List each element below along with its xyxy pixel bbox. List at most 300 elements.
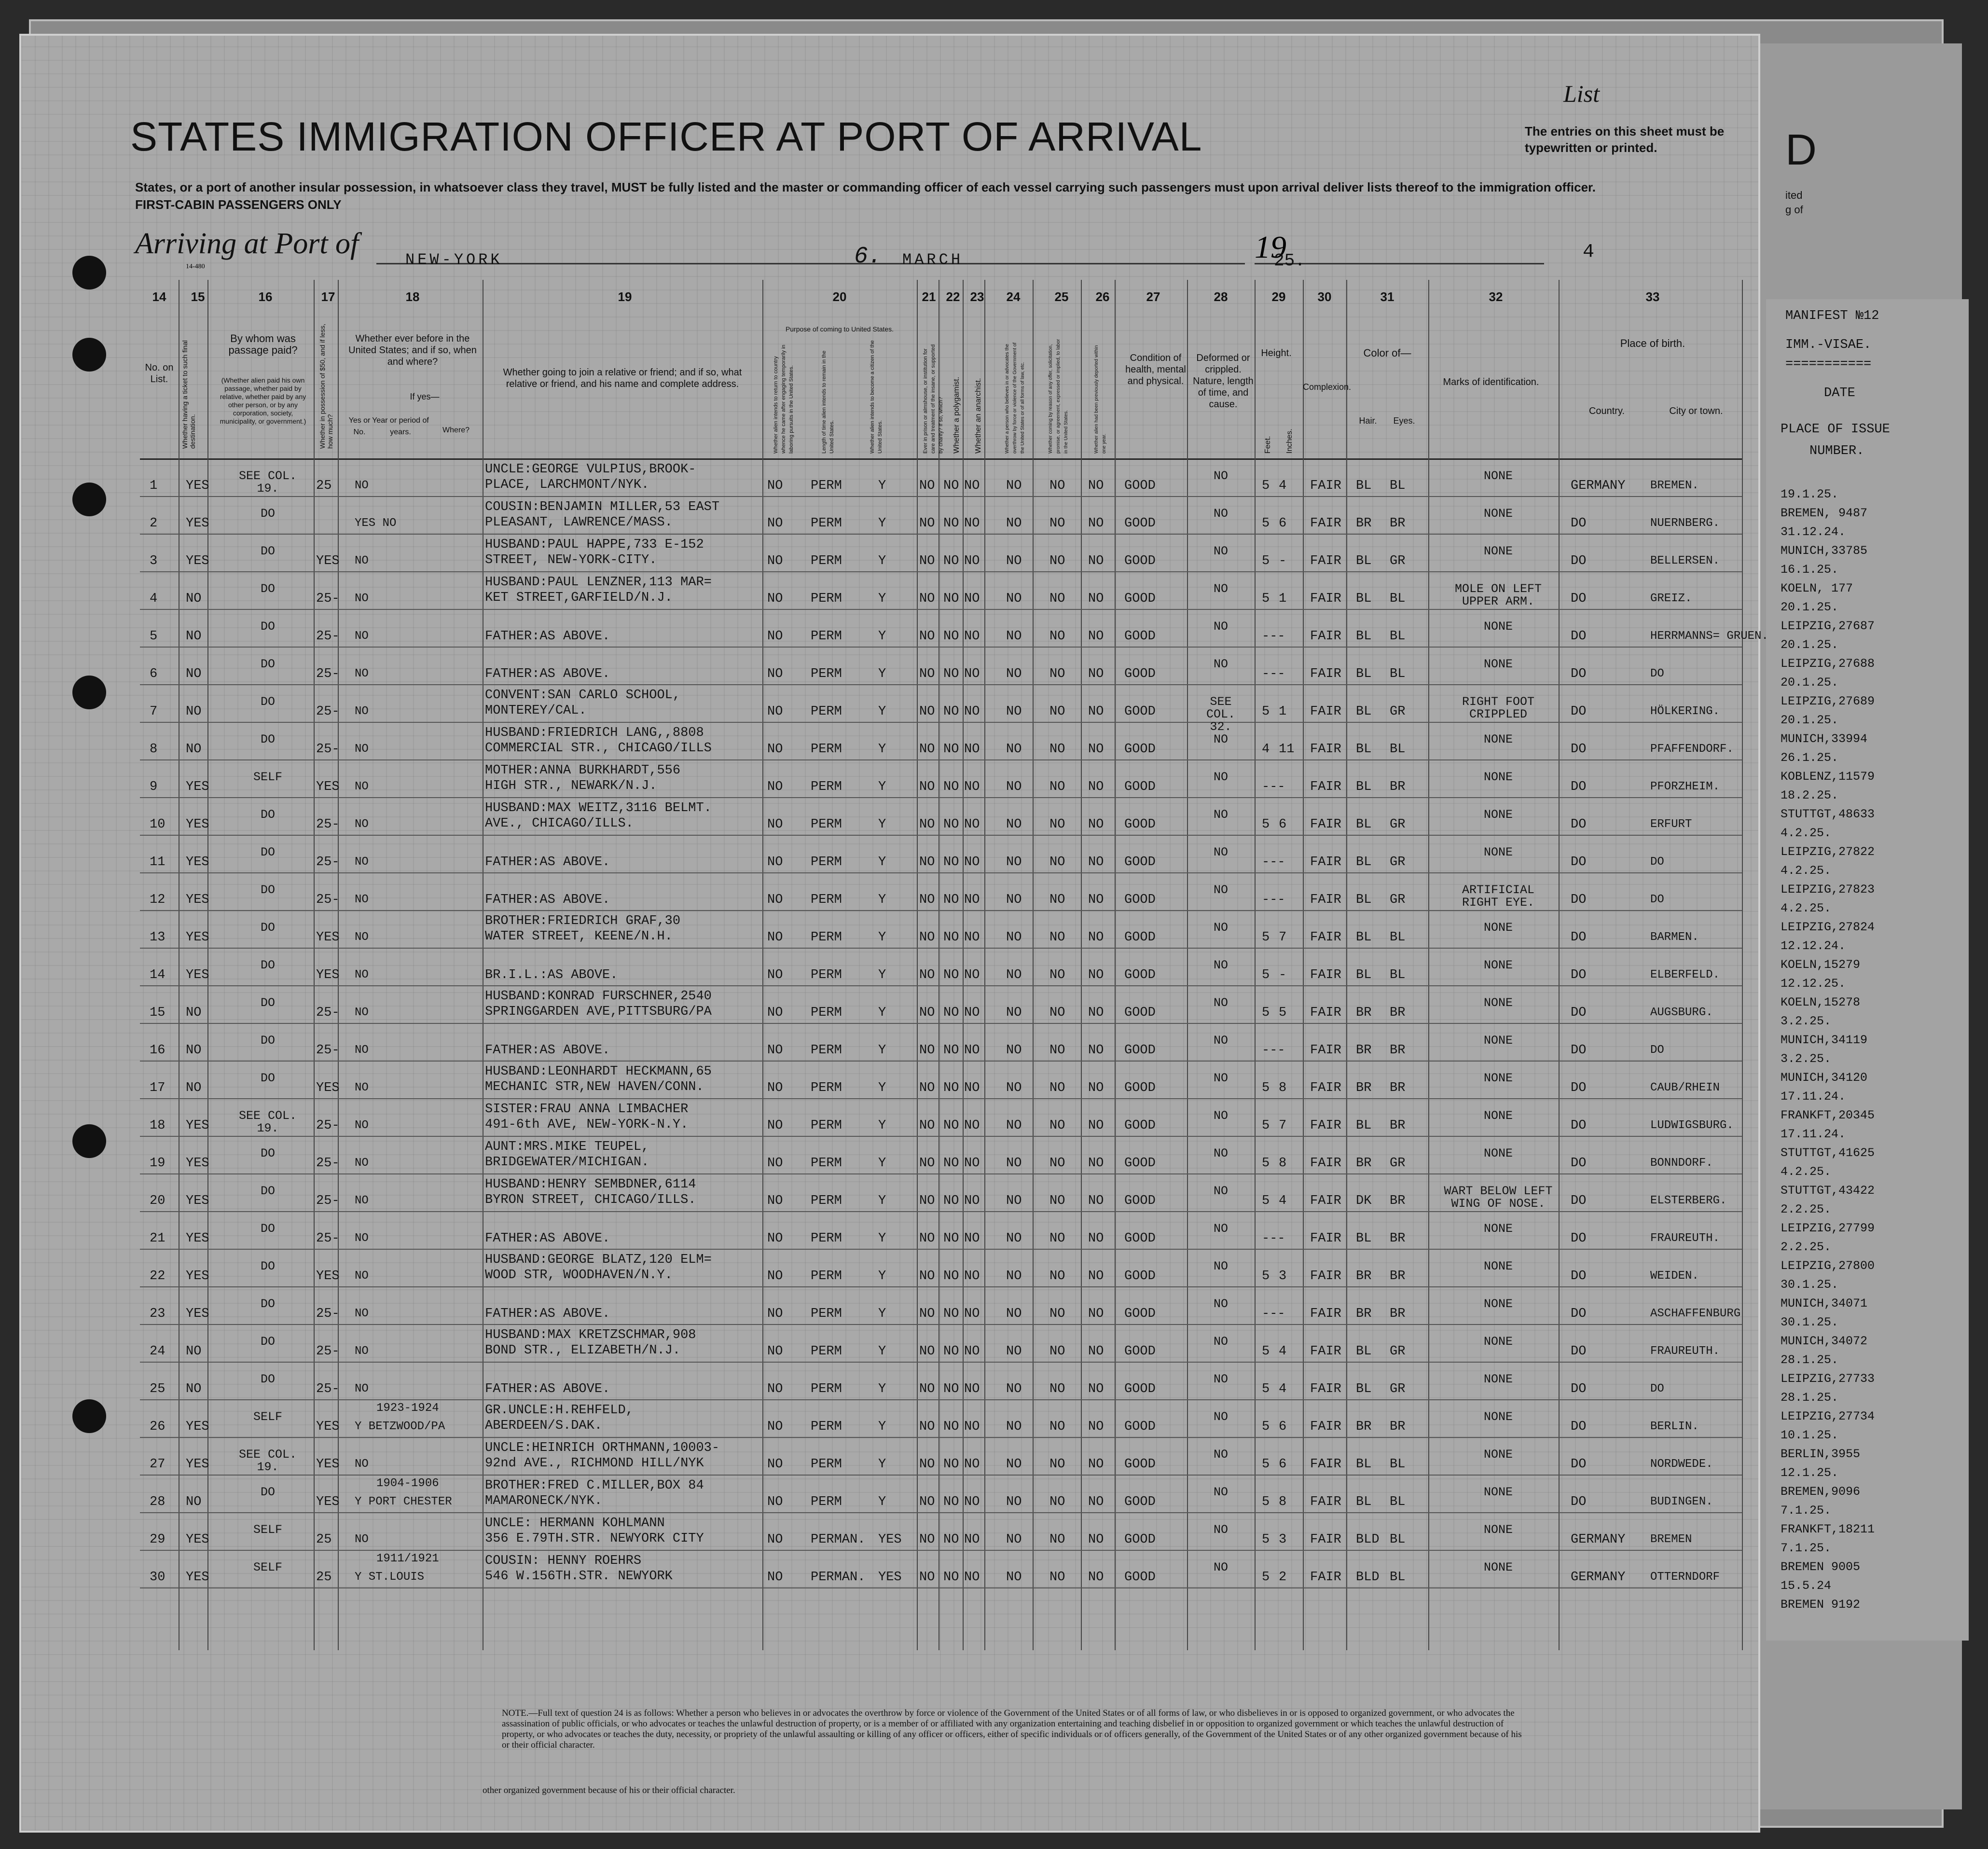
cell-money: 25- [316,1118,340,1133]
visa-entry: KOBLENZ,11579 [1781,770,1875,784]
cell-ret: NO [767,1006,783,1020]
cell-q22: NO [943,1081,959,1095]
cell-ticket: YES [186,554,209,568]
cell-len: PERM [811,516,842,531]
cell-q21: NO [919,1043,935,1058]
cell-ticket: NO [186,1495,202,1509]
cell-money: YES [316,1457,340,1472]
visa-entry: 2.2.25. [1781,1202,1832,1216]
cell-before: NO [355,554,369,567]
cell-eyes: BR [1390,780,1406,794]
cell-city: WEIDEN. [1650,1269,1699,1283]
cell-len: PERM [811,1269,842,1283]
header-possession: Whether in possession of $50, and if less, how much? [318,323,334,449]
visa-entry: 4.2.25. [1781,826,1832,840]
list-label: List [1563,80,1600,107]
cell-ret: NO [767,1382,783,1396]
cell-deformed: NO [1213,996,1228,1010]
cell-comp: FAIR [1310,629,1341,644]
cell-q21: NO [919,1382,935,1396]
visa-entry: LEIPZIG,27689 [1781,694,1875,708]
cell-marks: NONE [1483,1109,1513,1123]
cell-comp: FAIR [1310,1570,1341,1585]
header-purpose-b: Length of time alien intends to remain in the United States. [821,350,835,454]
cell-q23: NO [964,592,980,606]
visa-entry: LEIPZIG,27688 [1781,657,1875,671]
visa-entry: 15.5.24 [1781,1579,1832,1593]
column-number: 29 [1271,290,1286,304]
cell-len: PERM [811,742,842,757]
cell-hair: BR [1356,1043,1372,1058]
cell-q24: NO [1006,479,1022,493]
cell-deformed: NO [1213,1485,1228,1499]
cell-q22: NO [943,1043,959,1058]
cell-q23: NO [964,629,980,644]
cell-years: 1911/1921 [376,1552,439,1565]
cell-paid: DO [260,544,275,558]
cell-q26: NO [1088,629,1104,644]
visa-entry: 3.2.25. [1781,1052,1832,1066]
cell-ft: 5 [1262,554,1270,568]
cell-in: 7 [1279,930,1287,945]
cell-city: LUDWIGSBURG. [1650,1119,1734,1132]
cell-q22: NO [943,1307,959,1321]
visa-entry: KOELN,15279 [1781,958,1861,972]
cell-len: PERMAN. [811,1570,866,1585]
cell-len: PERM [811,1344,842,1359]
cell-q22: NO [943,817,959,832]
cell-q22: NO [943,1570,959,1585]
cell-in: 4 [1279,1382,1287,1396]
strip-head-number: NUMBER. [1809,444,1864,458]
cell-in: 5 [1279,1006,1287,1020]
binder-hole [72,338,106,372]
cell-deformed: NO [1213,1222,1228,1236]
cell-comp: FAIR [1310,1231,1341,1246]
cell-ret: NO [767,592,783,606]
cell-before: NO [355,1458,369,1471]
cell-health: GOOD [1124,1231,1156,1246]
cell-in: - [1279,554,1287,568]
cell-ret: NO [767,742,783,757]
cell-money: 25- [316,1231,340,1246]
cell-ft: 5 [1262,1081,1270,1095]
cell-ft: 5 [1262,1532,1270,1547]
cell-ret: NO [767,1081,783,1095]
cell-ticket: YES [186,968,209,982]
cell-ticket: YES [186,1194,209,1208]
cell-q26: NO [1088,930,1104,945]
cell-paid: DO [260,1146,275,1160]
cell-cit: Y [878,1156,886,1171]
cell-country: DO [1571,1006,1587,1020]
visa-entry: 20.1.25. [1781,676,1839,690]
cell-no: 9 [150,780,158,794]
cell-money: 25- [316,667,340,681]
cell-marks: RIGHT FOOT CRIPPLED [1462,695,1535,721]
cell-money: 25- [316,629,340,644]
first-cabin-label: FIRST-CABIN PASSENGERS ONLY [135,197,342,212]
cell-eyes: BR [1390,1194,1406,1208]
column-number: 24 [1006,290,1021,304]
cell-ft: 5 [1262,1344,1270,1359]
cell-q22: NO [943,1156,959,1171]
cell-ticket: YES [186,855,209,869]
cell-city: HERRMANNS= GRUEN. [1650,630,1768,643]
cell-q21: NO [919,1420,935,1434]
cell-q26: NO [1088,1194,1104,1208]
header-polygamist: Whether a polygamist. [953,376,961,454]
binder-hole [72,483,106,516]
cell-len: PERM [811,1231,842,1246]
cell-join-line: COUSIN:BENJAMIN MILLER,53 EAST [485,500,720,514]
cell-q25: NO [1049,1269,1065,1283]
visa-entry: 19.1.25. [1781,487,1839,501]
cell-ticket: YES [186,1532,209,1547]
cell-hair: BL [1356,1118,1372,1133]
cell-ticket: YES [186,1307,209,1321]
footnote-q24: NOTE.—Full text of question 24 is as follows: Whether a person who believes in or advocates the overthrow by force or violence of the Government of the United States or of all forms of law, or who disbelieves in or is opposed to organized government, or who advocates the assassination of public officials, or who advocates or teaches the unlawful destruction of property, or is a member of or affiliated with any organization entertaining and teaching disbelief in or opposition to organized government or which teaches the unlawful destruction of property, or who advocates or teaches the duty, necessity, or propriety of the unlawful assaulting or killing of any officer or officers, either of specific individuals or of officers generally, of the Government of the United States or of any other organized government because of his or their official character. [502,1708,1522,1750]
column-number: 23 [970,290,984,304]
cell-q24: NO [1006,1344,1022,1359]
cell-money: 25 [316,1570,332,1585]
typewritten-note: The entries on this sheet must be typewritten or printed. [1525,124,1725,155]
cell-comp: FAIR [1310,1156,1341,1171]
visa-entry: 31.12.24. [1781,525,1846,539]
cell-city: GREIZ. [1650,592,1692,605]
cell-country: DO [1571,1194,1587,1208]
header-year-period: Year or period of years. [372,416,429,436]
cell-paid: DO [260,1259,275,1273]
cell-join-line: FATHER:AS ABOVE. [485,855,610,869]
column-number: 32 [1489,290,1503,304]
cell-q23: NO [964,780,980,794]
cell-comp: FAIR [1310,554,1341,568]
cell-city: BELLERSEN. [1650,554,1720,567]
cell-cit: Y [878,667,886,681]
cell-q22: NO [943,1006,959,1020]
cell-hair: BL [1356,1344,1372,1359]
cell-money: YES [316,780,340,794]
cell-q25: NO [1049,1156,1065,1171]
cell-q21: NO [919,1269,935,1283]
cell-no: 24 [150,1344,166,1359]
cell-q23: NO [964,1495,980,1509]
cell-ret: NO [767,968,783,982]
cell-money: 25- [316,1344,340,1359]
cell-no: 8 [150,742,158,757]
cell-q25: NO [1049,1118,1065,1133]
visa-entry: KOELN, 177 [1781,581,1853,595]
header-purpose-a: Whether alien intends to return to country whence he came after engaging temporarily in laboring pursuits in the United States. [773,345,794,454]
visa-entry: 2.2.25. [1781,1240,1832,1254]
cell-join-line: BOND STR., ELIZABETH/N.J. [485,1343,681,1358]
cell-city: DO [1650,1044,1664,1057]
cell-years: 1904-1906 [376,1477,439,1490]
cell-hair: BL [1356,1231,1372,1246]
cell-hair: BL [1356,817,1372,832]
cell-join-line: FATHER:AS ABOVE. [485,1231,610,1246]
cell-hair: BL [1356,1457,1372,1472]
cell-no: 12 [150,893,166,907]
visa-entry: 16.1.25. [1781,563,1839,577]
cell-ticket: NO [186,1081,202,1095]
cell-country: DO [1571,704,1587,719]
cell-marks: NONE [1483,507,1513,521]
cell-ticket: YES [186,930,209,945]
cell-eyes: BR [1390,1081,1406,1095]
header-complexion: Complexion. [1303,382,1352,392]
cell-before: NO [355,1232,369,1245]
cell-q22: NO [943,1457,959,1472]
cell-ft: 5 [1262,1118,1270,1133]
cell-q25: NO [1049,1420,1065,1434]
visa-entry: STUTTGT,43422 [1781,1184,1875,1198]
cell-eyes: BL [1390,742,1406,757]
cell-health: GOOD [1124,667,1156,681]
cell-q22: NO [943,592,959,606]
cell-money: 25 [316,479,332,493]
strip-head-visae: IMM.-VISAE. [1785,338,1872,352]
cell-q21: NO [919,968,935,982]
cell-years: 1923-1924 [376,1402,439,1415]
cell-before: NO [355,780,369,793]
visa-entry: BERLIN,3955 [1781,1447,1861,1461]
cell-ticket: NO [186,592,202,606]
cell-cit: Y [878,893,886,907]
cell-q24: NO [1006,1156,1022,1171]
cell-join-line: COUSIN: HENNY ROEHRS [485,1554,642,1568]
cell-q25: NO [1049,1081,1065,1095]
cell-cit: Y [878,1269,886,1283]
cell-q22: NO [943,629,959,644]
cell-hair: BL [1356,667,1372,681]
port-line [376,263,1245,264]
cell-q21: NO [919,893,935,907]
cell-q22: NO [943,893,959,907]
strip-head-place: PLACE OF ISSUE [1781,422,1890,437]
cell-health: GOOD [1124,1269,1156,1283]
cell-before: NO [355,1006,369,1019]
cell-eyes: BR [1390,1006,1406,1020]
cell-city: BERLIN. [1650,1420,1699,1433]
cell-city: BARMEN. [1650,931,1699,944]
cell-q26: NO [1088,1344,1104,1359]
cell-hair: BL [1356,780,1372,794]
cell-country: DO [1571,1344,1587,1359]
cell-country: DO [1571,1043,1587,1058]
cell-marks: NONE [1483,1297,1513,1311]
visa-entry: 10.1.25. [1781,1428,1839,1442]
header-if-yes: If yes— [410,392,440,401]
cell-eyes: BL [1390,629,1406,644]
cell-ret: NO [767,704,783,719]
header-prison: Ever in prison or almshouse, or institution for care and treatment of the insane, or supported by charity? If so, which? [923,344,944,454]
cell-join-line: HIGH STR., NEWARK/N.J. [485,779,657,793]
cell-health: GOOD [1124,1570,1156,1585]
cell-in: 11 [1279,742,1295,757]
cell-hair: BL [1356,968,1372,982]
strip-letter: D [1785,126,1817,174]
cell-q24: NO [1006,742,1022,757]
cell-no: 15 [150,1006,166,1020]
visa-entry: 12.1.25. [1781,1466,1839,1480]
cell-deformed: NO [1213,1071,1228,1085]
cell-q22: NO [943,667,959,681]
cell-money: 25- [316,704,340,719]
column-number: 17 [321,290,335,304]
cell-cit: Y [878,1344,886,1359]
cell-join-line: AUNT:MRS.MIKE TEUPEL, [485,1140,649,1154]
cell-deformed: NO [1213,620,1228,634]
cell-paid: DO [260,1222,275,1236]
cell-ret: NO [767,930,783,945]
header-purpose-c: Whether alien intends to become a citizen of the United States. [870,340,883,454]
cell-ticket: NO [186,704,202,719]
cell-q25: NO [1049,930,1065,945]
cell-deformed: NO [1213,582,1228,596]
cell-q24: NO [1006,1307,1022,1321]
cell-q26: NO [1088,704,1104,719]
column-number: 25 [1054,290,1069,304]
cell-ft: 5 [1262,1457,1270,1472]
cell-comp: FAIR [1310,479,1341,493]
cell-no: 26 [150,1420,166,1434]
cell-money: YES [316,1081,340,1095]
cell-q23: NO [964,855,980,869]
cell-ret: NO [767,817,783,832]
cell-paid: DO [260,996,275,1010]
cell-city: NORDWEDE. [1650,1458,1713,1471]
header-purpose: Purpose of coming to United States. [785,325,894,333]
cell-health: GOOD [1124,1006,1156,1020]
cell-before: NO [355,1382,369,1395]
cell-q21: NO [919,479,935,493]
cell-len: PERM [811,930,842,945]
cell-marks: NONE [1483,1222,1513,1236]
cell-marks: NONE [1483,996,1513,1010]
cell-marks: NONE [1483,770,1513,784]
header-yes-no: Yes or No. [348,416,371,436]
cell-q26: NO [1088,667,1104,681]
cell-hair: BR [1356,1420,1372,1434]
cell-cit: YES [878,1532,902,1547]
cell-q23: NO [964,1457,980,1472]
cell-health: GOOD [1124,554,1156,568]
cell-eyes: BR [1390,1307,1406,1321]
cell-no: 18 [150,1118,166,1133]
cell-len: PERM [811,704,842,719]
cell-q23: NO [964,1081,980,1095]
cell-q24: NO [1006,1420,1022,1434]
cell-deformed: NO [1213,469,1228,483]
header-height: Height. [1261,348,1292,359]
cell-join-line: KET STREET,GARFIELD/N.J. [485,591,673,605]
cell-hair: BL [1356,704,1372,719]
cell-before: NO [355,592,369,605]
visa-entry: BREMEN 9005 [1781,1560,1861,1574]
cell-in: 1 [1279,704,1287,719]
cell-ret: NO [767,1420,783,1434]
cell-q25: NO [1049,554,1065,568]
cell-ret: NO [767,516,783,531]
cell-q24: NO [1006,893,1022,907]
cell-country: DO [1571,516,1587,531]
cell-q24: NO [1006,930,1022,945]
visa-entry: FRANKFT,18211 [1781,1522,1875,1536]
cell-len: PERM [811,1156,842,1171]
cell-health: GOOD [1124,1344,1156,1359]
cell-q23: NO [964,893,980,907]
cell-money: YES [316,968,340,982]
cell-hair: BR [1356,516,1372,531]
cell-eyes: BR [1390,1231,1406,1246]
visa-entry: 30.1.25. [1781,1315,1839,1329]
cell-health: GOOD [1124,1194,1156,1208]
cell-before: NO [355,931,369,944]
cell-q21: NO [919,704,935,719]
cell-q22: NO [943,554,959,568]
cell-ret: NO [767,1156,783,1171]
cell-country: DO [1571,1231,1587,1246]
cell-q23: NO [964,1043,980,1058]
cell-hair: DK [1356,1194,1372,1208]
cell-country: GERMANY [1571,479,1626,493]
cell-money: 25- [316,855,340,869]
cell-deformed: NO [1213,1109,1228,1123]
cell-cit: Y [878,742,886,757]
cell-city: DO [1650,667,1664,680]
cell-q25: NO [1049,742,1065,757]
cell-cit: Y [878,1231,886,1246]
cell-q22: NO [943,1344,959,1359]
cell-before: Y PORT CHESTER [355,1495,452,1508]
cell-no: 30 [150,1570,166,1585]
cell-q26: NO [1088,1457,1104,1472]
cell-city: FRAUREUTH. [1650,1232,1720,1245]
cell-len: PERM [811,1006,842,1020]
cell-hair: BL [1356,1382,1372,1396]
visa-entry: KOELN,15278 [1781,995,1861,1009]
cell-join-line: ABERDEEN/S.DAK. [485,1419,603,1433]
cell-cit: Y [878,930,886,945]
cell-city: ASCHAFFENBURG [1650,1307,1741,1320]
cell-deformed: NO [1213,883,1228,897]
cell-q24: NO [1006,1194,1022,1208]
cell-health: GOOD [1124,1495,1156,1509]
cell-q25: NO [1049,1307,1065,1321]
cell-deformed: NO [1213,921,1228,935]
header-join: Whether going to join a relative or friend; and if so, what relative or friend, and his name and complete address. [503,367,742,389]
cell-eyes: BL [1390,1532,1406,1547]
cell-deformed: NO [1213,770,1228,784]
strip-text [1785,188,1803,217]
visa-entry: 18.2.25. [1781,788,1839,802]
cell-city: BONNDORF. [1650,1157,1713,1170]
cell-q25: NO [1049,479,1065,493]
cell-before: NO [355,1307,369,1320]
cell-marks: NONE [1483,1523,1513,1537]
binder-hole [72,676,106,709]
year-prefix: 19 [1255,230,1286,265]
cell-ret: NO [767,1194,783,1208]
cell-ft: 5 [1262,930,1270,945]
visa-entry: FRANKFT,20345 [1781,1108,1875,1122]
cell-paid: SEE COL. 19. [238,469,297,496]
cell-q22: NO [943,780,959,794]
cell-deformed: NO [1213,1146,1228,1160]
header-where: Where? [442,426,470,434]
